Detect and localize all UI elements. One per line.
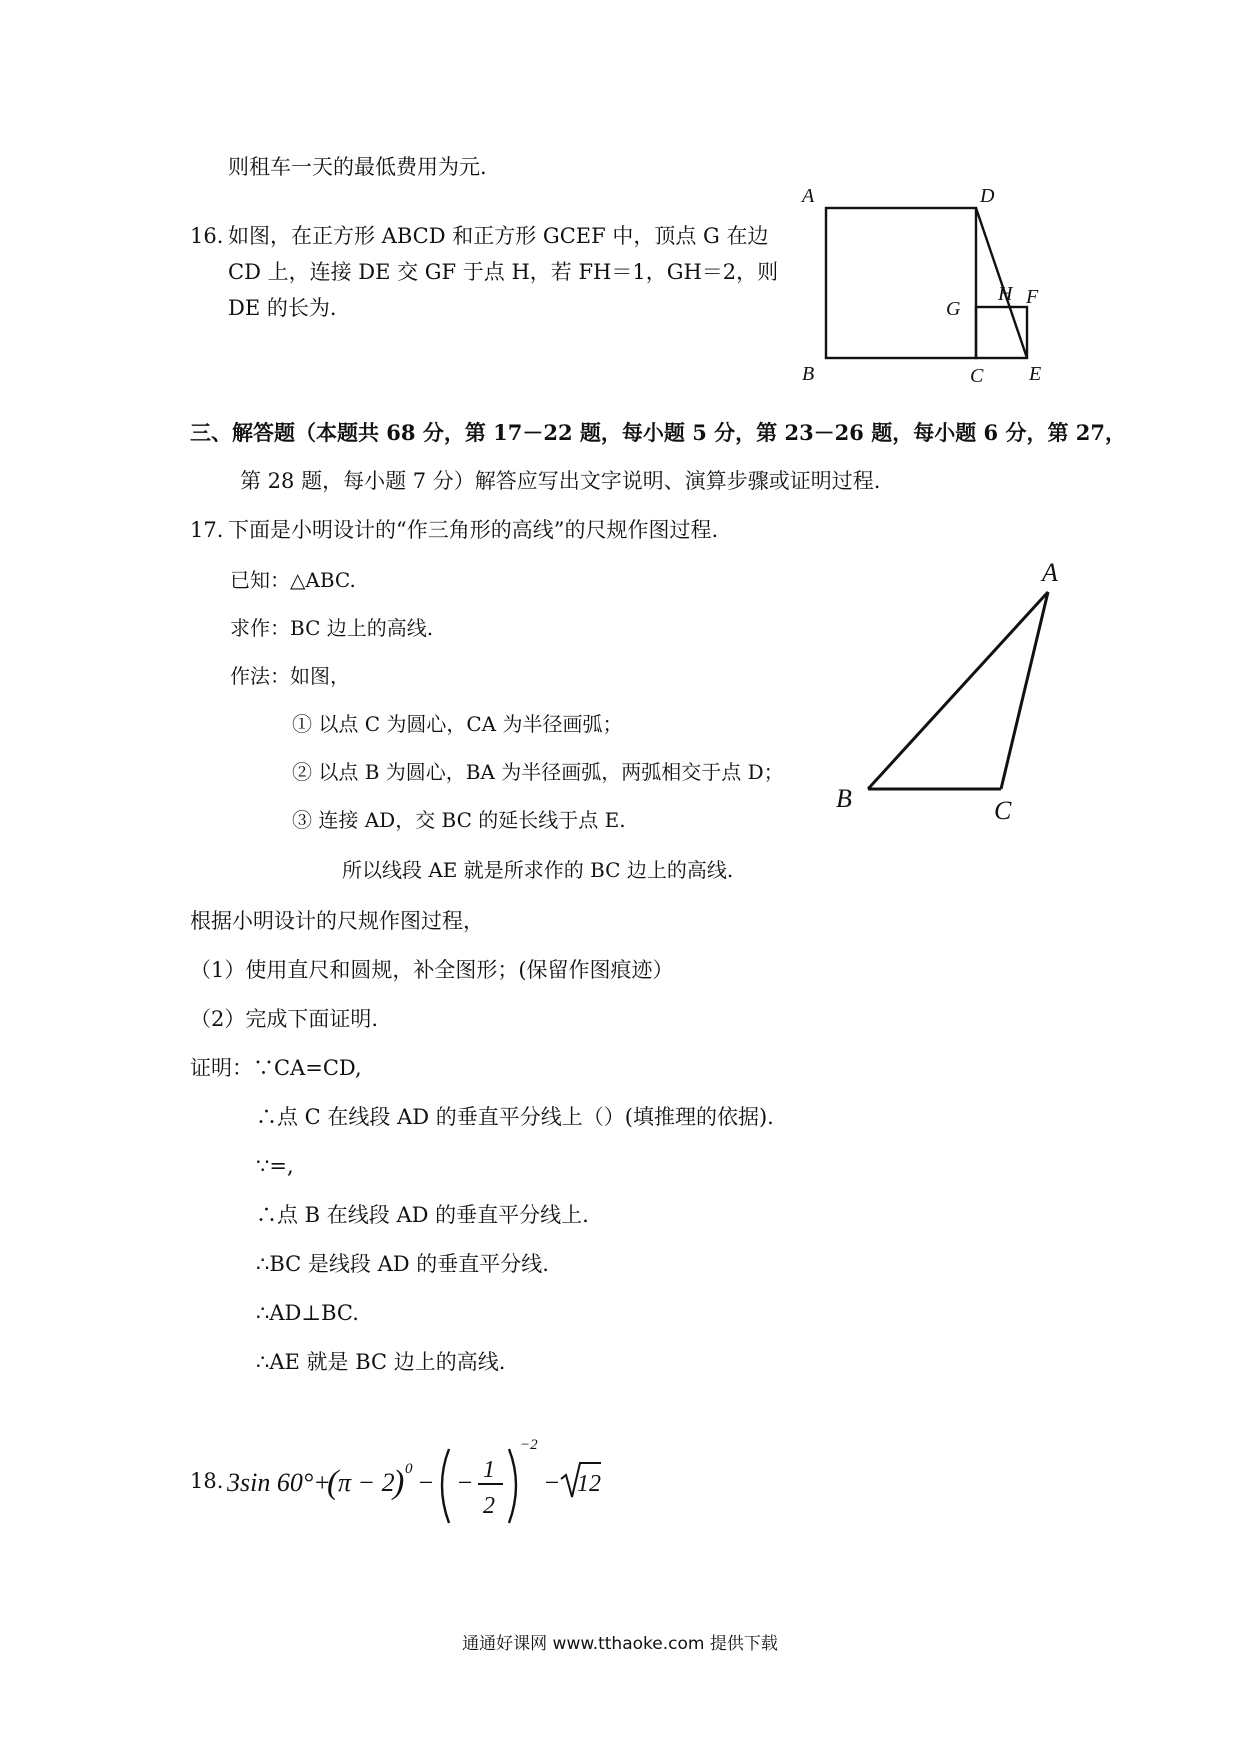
q15-tail-text: 则租车一天的最低费用为元. <box>228 155 487 179</box>
label-e: E <box>1029 363 1042 385</box>
q17-proof-start: 证明：∵CA=CD, <box>190 1056 362 1080</box>
label-f: F <box>1026 286 1039 308</box>
paren-open: ( <box>327 1464 339 1501</box>
label-d: D <box>980 185 995 207</box>
label-a: A <box>1042 558 1058 587</box>
q17-proof-line1: ∴点 C 在线段 AD 的垂直平分线上（）(填推理的依据). <box>256 1105 774 1129</box>
q16-line3: DE 的长为. <box>228 296 337 320</box>
q17-conclusion: 所以线段 AE 就是所求作的 BC 边上的高线. <box>342 858 734 882</box>
q18-number: 18. <box>190 1469 224 1493</box>
label-b: B <box>802 363 815 385</box>
q17-given: 已知：△ABC. <box>230 568 356 592</box>
label-c: C <box>994 796 1012 825</box>
q17-proof-line3: ∴点 B 在线段 AD 的垂直平分线上. <box>256 1203 589 1227</box>
page-footer: 通通好课网 www.tthaoke.com 提供下载 <box>462 1634 778 1654</box>
q18-minus2: − <box>543 1468 561 1497</box>
q18-expression <box>225 1435 605 1530</box>
q18-term1: 3sin 60°+ <box>227 1468 331 1497</box>
label-h: H <box>998 283 1013 305</box>
q16-line2: CD 上，连接 DE 交 GF 于点 H，若 FH＝1，GH＝2，则 <box>228 260 779 284</box>
q17-triangle-figure <box>830 555 1090 830</box>
section3-heading-line1: 三、解答题（本题共 68 分，第 17－22 题，每小题 5 分，第 23－26 题，每小题 6 分，第 27， <box>190 420 1126 445</box>
q17-title: 下面是小明设计的“作三角形的高线”的尺规作图过程. <box>228 518 719 542</box>
q17-part2: （2）完成下面证明. <box>190 1007 379 1031</box>
square-abcd <box>826 208 976 358</box>
q18-fraction-exponent: −2 <box>520 1437 538 1453</box>
q18-term2-base: π − 2 <box>338 1468 395 1497</box>
q17-part1: （1）使用直尺和圆规，补全图形；(保留作图痕迹） <box>190 958 674 982</box>
side-ac <box>1001 592 1048 789</box>
section3-heading-line2: 第 28 题，每小题 7 分）解答应写出文字说明、演算步骤或证明过程. <box>240 469 881 493</box>
q17-step1: ① 以点 C 为圆心，CA 为半径画弧； <box>292 712 623 736</box>
q17-number: 17. <box>190 518 224 542</box>
q16-figure <box>790 180 1080 390</box>
q17-step2: ② 以点 B 为圆心，BA 为半径画弧，两弧相交于点 D； <box>292 760 784 784</box>
q17-basis: 根据小明设计的尺规作图过程， <box>190 909 484 933</box>
q18-fraction-numerator: 1 <box>483 1457 495 1483</box>
q18-term2-exponent: 0 <box>405 1461 413 1477</box>
q16-line1: 如图，在正方形 ABCD 和正方形 GCEF 中，顶点 G 在边 <box>228 224 769 248</box>
q17-proof-line2: ∵=, <box>256 1154 294 1178</box>
q17-find: 求作：BC 边上的高线. <box>230 616 434 640</box>
label-c: C <box>970 365 984 387</box>
q17-proof-line5: ∴AD⊥BC. <box>256 1301 359 1325</box>
big-paren-open <box>442 1449 449 1523</box>
label-b: B <box>836 784 852 813</box>
q17-proof-line6: ∴AE 就是 BC 边上的高线. <box>256 1350 506 1374</box>
q18-sqrt-argument: 12 <box>577 1471 601 1497</box>
label-a: A <box>802 185 815 207</box>
label-g: G <box>946 298 961 320</box>
q17-proof-line4: ∴BC 是线段 AD 的垂直平分线. <box>256 1252 549 1276</box>
q17-method: 作法：如图， <box>230 664 350 688</box>
q17-step3: ③ 连接 AD，交 BC 的延长线于点 E. <box>292 808 626 832</box>
side-ba <box>868 592 1048 789</box>
q18-minus1: − <box>417 1468 435 1497</box>
paren-close: ) <box>393 1464 405 1501</box>
q16-number: 16. <box>190 224 224 248</box>
big-paren-close <box>509 1449 516 1523</box>
q18-fraction-sign: − <box>456 1468 474 1497</box>
q18-fraction-denominator: 2 <box>483 1493 495 1519</box>
